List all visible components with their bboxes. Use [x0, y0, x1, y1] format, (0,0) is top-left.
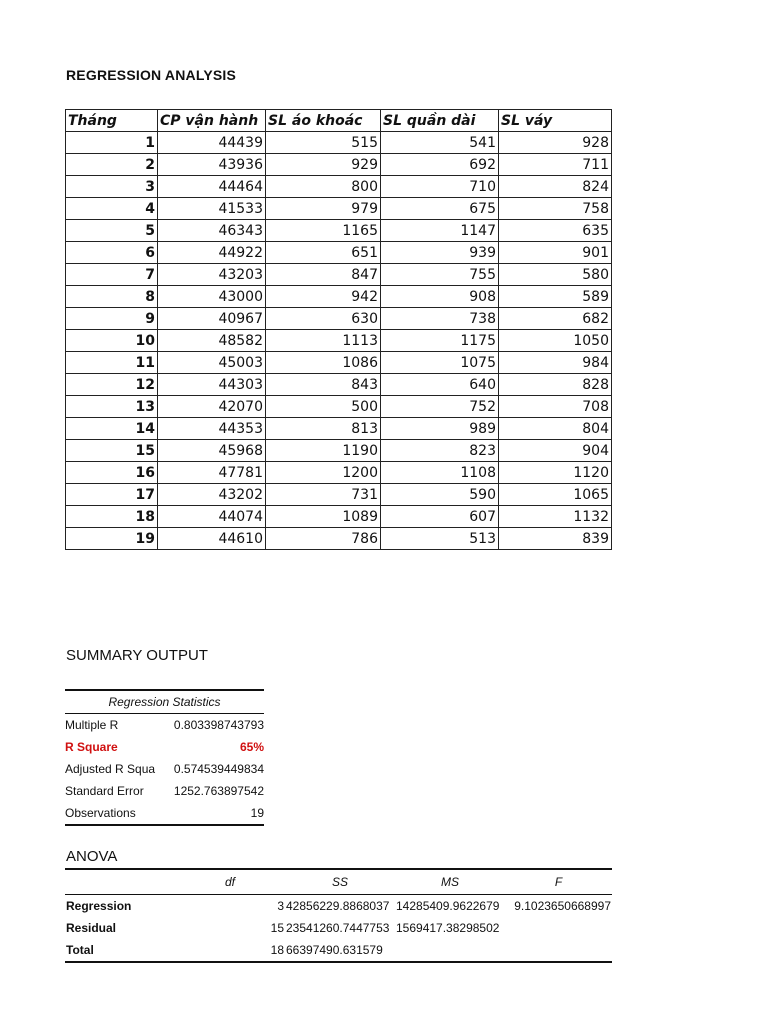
table-row [66, 484, 612, 506]
cell-jackets: 786 [266, 528, 381, 550]
cell-skirts: 589 [499, 286, 612, 308]
stat-value: 1252.763897542 [173, 784, 264, 798]
cell-operating-cost: 45003 [158, 352, 266, 374]
cell-trousers: 590 [381, 484, 499, 506]
cell-skirts: 1120 [499, 462, 612, 484]
cell-jackets: 800 [266, 176, 381, 198]
stat-standard-error [65, 780, 264, 802]
anova-header-row [65, 869, 612, 895]
anova-df: 3 [277, 899, 284, 913]
cell-trousers: 1108 [381, 462, 499, 484]
cell-jackets: 731 [266, 484, 381, 506]
table-row [66, 352, 612, 374]
table-header-row [66, 110, 612, 132]
cell-skirts: 682 [499, 308, 612, 330]
cell-month: 6 [66, 242, 158, 264]
anova-source: Regression [66, 899, 132, 913]
cell-trousers: 692 [381, 154, 499, 176]
stat-label: Standard Error [65, 784, 144, 798]
cell-jackets: 929 [266, 154, 381, 176]
cell-trousers: 1175 [381, 330, 499, 352]
anova-ss: 66397490.631579 [285, 939, 395, 962]
anova-f [505, 917, 612, 939]
anova-row [65, 895, 612, 918]
cell-trousers: 823 [381, 440, 499, 462]
cell-skirts: 984 [499, 352, 612, 374]
cell-operating-cost: 40967 [158, 308, 266, 330]
anova-ms: 14285409.9622679 [396, 899, 500, 913]
cell-month: 3 [66, 176, 158, 198]
anova-header-ms: MS [395, 869, 505, 895]
table-row [66, 198, 612, 220]
summary-title: SUMMARY OUTPUT [66, 647, 208, 664]
cell-trousers: 513 [381, 528, 499, 550]
cell-operating-cost: 44464 [158, 176, 266, 198]
cell-month: 8 [66, 286, 158, 308]
cell-operating-cost: 44303 [158, 374, 266, 396]
cell-operating-cost: 43203 [158, 264, 266, 286]
cell-operating-cost: 43202 [158, 484, 266, 506]
table-body [66, 132, 612, 550]
cell-trousers: 640 [381, 374, 499, 396]
table-row [66, 462, 612, 484]
cell-operating-cost: 41533 [158, 198, 266, 220]
cell-operating-cost: 45968 [158, 440, 266, 462]
stat-adjusted-r-square [65, 758, 264, 780]
anova-source: Residual [66, 921, 117, 935]
table-row [66, 220, 612, 242]
cell-trousers: 1075 [381, 352, 499, 374]
cell-skirts: 635 [499, 220, 612, 242]
anova-source: Total [65, 939, 175, 962]
table-row [66, 286, 612, 308]
anova-body [65, 895, 612, 963]
cell-trousers: 939 [381, 242, 499, 264]
cell-jackets: 813 [266, 418, 381, 440]
cell-month: 14 [66, 418, 158, 440]
cell-operating-cost: 48582 [158, 330, 266, 352]
cell-jackets: 1113 [266, 330, 381, 352]
cell-skirts: 1050 [499, 330, 612, 352]
cell-skirts: 758 [499, 198, 612, 220]
cell-jackets: 942 [266, 286, 381, 308]
cell-month: 7 [66, 264, 158, 286]
regression-statistics [65, 689, 264, 826]
cell-skirts: 1065 [499, 484, 612, 506]
cell-month: 19 [66, 528, 158, 550]
stat-observations [65, 802, 264, 826]
cell-jackets: 651 [266, 242, 381, 264]
cell-trousers: 607 [381, 506, 499, 528]
page-title: REGRESSION ANALYSIS [66, 67, 237, 83]
table-row [66, 154, 612, 176]
cell-operating-cost: 44353 [158, 418, 266, 440]
cell-jackets: 515 [266, 132, 381, 154]
cell-operating-cost: 44610 [158, 528, 266, 550]
cell-jackets: 1089 [266, 506, 381, 528]
stat-r-square [65, 736, 264, 758]
stat-value: 0.574539449834 [173, 762, 264, 776]
cell-operating-cost: 43000 [158, 286, 266, 308]
anova-row [65, 939, 612, 962]
cell-skirts: 580 [499, 264, 612, 286]
cell-month: 10 [66, 330, 158, 352]
cell-jackets: 500 [266, 396, 381, 418]
cell-operating-cost: 46343 [158, 220, 266, 242]
cell-month: 16 [66, 462, 158, 484]
cell-skirts: 839 [499, 528, 612, 550]
anova-ss: 42856229.8868037 [286, 899, 390, 913]
cell-skirts: 708 [499, 396, 612, 418]
cell-month: 18 [66, 506, 158, 528]
table-row [66, 418, 612, 440]
stat-value: 65% [239, 740, 264, 754]
cell-skirts: 904 [499, 440, 612, 462]
cell-trousers: 675 [381, 198, 499, 220]
cell-skirts: 828 [499, 374, 612, 396]
anova-header-blank [65, 869, 175, 895]
anova-ss: 23541260.7447753 [286, 921, 390, 935]
stat-value: 0.803398743793 [173, 718, 264, 732]
anova-title: ANOVA [66, 848, 118, 865]
cell-jackets: 630 [266, 308, 381, 330]
table-row [66, 506, 612, 528]
cell-month: 5 [66, 220, 158, 242]
cell-skirts: 928 [499, 132, 612, 154]
cell-month: 4 [66, 198, 158, 220]
stat-label: Multiple R [65, 718, 119, 732]
anova-f: 9.1023650668997 [514, 899, 611, 913]
cell-skirts: 901 [499, 242, 612, 264]
anova-header-f: F [505, 869, 612, 895]
cell-skirts: 824 [499, 176, 612, 198]
data-table [65, 109, 612, 550]
cell-jackets: 847 [266, 264, 381, 286]
anova-header-df: df [175, 869, 285, 895]
anova-header-ss: SS [285, 869, 395, 895]
cell-operating-cost: 44922 [158, 242, 266, 264]
cell-operating-cost: 47781 [158, 462, 266, 484]
cell-jackets: 1200 [266, 462, 381, 484]
cell-skirts: 804 [499, 418, 612, 440]
cell-skirts: 1132 [499, 506, 612, 528]
cell-month: 12 [66, 374, 158, 396]
cell-operating-cost: 42070 [158, 396, 266, 418]
table-row [66, 374, 612, 396]
cell-month: 17 [66, 484, 158, 506]
stat-label: R Square [65, 740, 118, 754]
header-trousers: SL quần dài [381, 110, 499, 132]
cell-jackets: 979 [266, 198, 381, 220]
stat-label: Observations [65, 806, 136, 820]
table-row [66, 440, 612, 462]
header-operating-cost: CP vận hành [158, 110, 266, 132]
table-row [66, 330, 612, 352]
stat-value: 19 [250, 806, 264, 820]
table-row [66, 176, 612, 198]
table-row [66, 242, 612, 264]
cell-operating-cost: 43936 [158, 154, 266, 176]
header-skirts: SL váy [499, 110, 612, 132]
header-month: Tháng [66, 110, 158, 132]
cell-trousers: 908 [381, 286, 499, 308]
cell-jackets: 1190 [266, 440, 381, 462]
cell-operating-cost: 44439 [158, 132, 266, 154]
anova-df: 15 [270, 921, 284, 935]
cell-trousers: 755 [381, 264, 499, 286]
cell-month: 9 [66, 308, 158, 330]
anova-ms [395, 939, 505, 962]
table-row [66, 132, 612, 154]
cell-skirts: 711 [499, 154, 612, 176]
anova-table [65, 868, 612, 963]
cell-month: 2 [66, 154, 158, 176]
cell-month: 15 [66, 440, 158, 462]
cell-jackets: 843 [266, 374, 381, 396]
stat-multiple-r [65, 714, 264, 736]
header-jackets: SL áo khoác [266, 110, 381, 132]
cell-jackets: 1086 [266, 352, 381, 374]
cell-jackets: 1165 [266, 220, 381, 242]
cell-trousers: 989 [381, 418, 499, 440]
table-row [66, 396, 612, 418]
cell-trousers: 738 [381, 308, 499, 330]
regression-statistics-header: Regression Statistics [65, 689, 264, 714]
anova-f [505, 939, 612, 962]
cell-trousers: 752 [381, 396, 499, 418]
cell-operating-cost: 44074 [158, 506, 266, 528]
anova-ms: 1569417.38298502 [396, 921, 500, 935]
cell-trousers: 710 [381, 176, 499, 198]
cell-month: 11 [66, 352, 158, 374]
anova-df: 18 [175, 939, 285, 962]
cell-month: 1 [66, 132, 158, 154]
table-row [66, 528, 612, 550]
cell-trousers: 1147 [381, 220, 499, 242]
anova-row [65, 917, 612, 939]
stat-label: Adjusted R Squa [65, 762, 156, 776]
cell-trousers: 541 [381, 132, 499, 154]
table-row [66, 308, 612, 330]
cell-month: 13 [66, 396, 158, 418]
table-row [66, 264, 612, 286]
